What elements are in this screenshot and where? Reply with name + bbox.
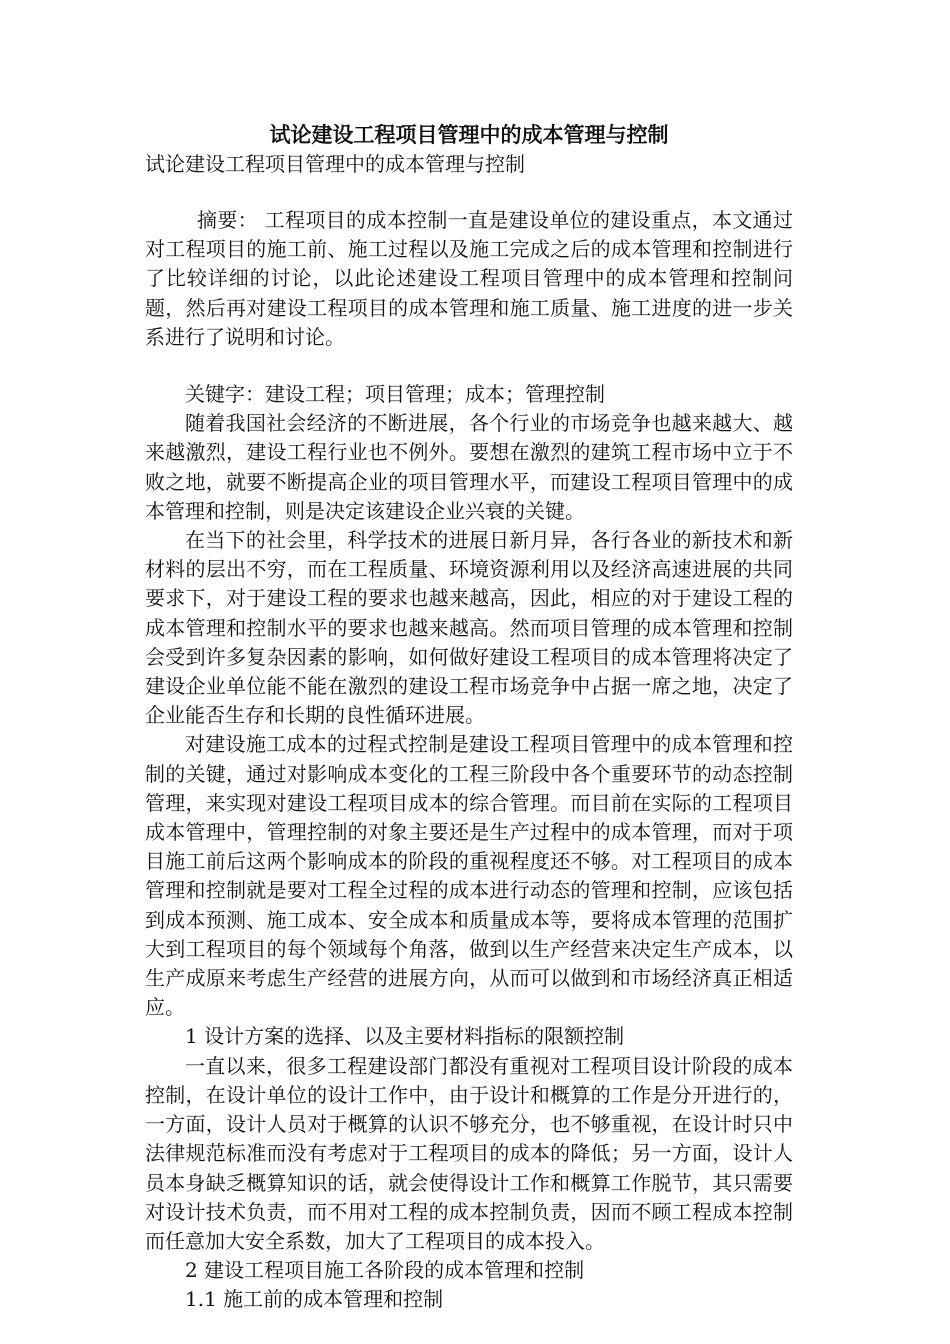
document-subtitle: 试论建设工程项目管理中的成本管理与控制 bbox=[145, 152, 525, 176]
body-paragraph: 一直以来，很多工程建设部门都没有重视对工程项目设计阶段的成本控制，在设计单位的设计工作中，由于设计和概算的工作是分开进行的，一方面，设计人员对于概算的认识不够充分，也不够重视，在设计时只中法律规范标准而没有考虑对于工程项目的成本的降低；另一方面，设计人员本身缺乏概算知识的话，就会使得设计工作和概算工作脱节，其只需要对设计技术负责，而不用对工程的成本控制负责，因而不顾工程成本控制而任意加大安全系数，加大了工程项目的成本投入。 bbox=[145, 1053, 793, 1253]
body-paragraph: 随着我国社会经济的不断进展，各个行业的市场竞争也越来越大、越来越激烈，建设工程行业也不例外。要想在激烈的建筑工程市场中立于不败之地，就要不断提高企业的项目管理水平，而建设工程项目管理中的成本管理和控制，则是决定该建设企业兴衰的关键。 bbox=[145, 411, 793, 523]
keywords-line: 关键字：建设工程；项目管理；成本；管理控制 bbox=[185, 382, 605, 407]
body-paragraph: 在当下的社会里，科学技术的进展日新月异，各行各业的新技术和新材料的层出不穷，而在工程质量、环境资源利用以及经济高速进展的共同要求下，对于建设工程的要求也越来越高，因此，相应的对于建设工程的成本管理和控制水平的要求也越来越高。然而项目管理的成本管理和控制会受到许多复杂因素的影响，如何做好建设工程项目的成本管理将决定了建设企业单位能不能在激烈的建设工程市场竞争中占据一席之地，决定了企业能否生存和长期的良性循环进展。 bbox=[145, 528, 793, 728]
document-title: 试论建设工程项目管理中的成本管理与控制 bbox=[269, 122, 669, 147]
blank-line bbox=[145, 352, 793, 380]
blank-line bbox=[145, 178, 793, 206]
section-heading-1: 1 设计方案的选择、以及主要材料指标的限额控制 bbox=[185, 1024, 625, 1049]
subsection-heading-1-1: 1.1 施工前的成本管理和控制 bbox=[185, 1287, 444, 1312]
body-paragraph: 对建设施工成本的过程式控制是建设工程项目管理中的成本管理和控制的关键，通过对影响成本变化的工程三阶段中各个重要环节的动态控制管理，来实现对建设工程项目成本的综合管理。而目前在实际的工程项目成本管理中，管理控制的对象主要还是生产过程中的成本管理，而对于项目施工前后这两个影响成本的阶段的重视程度还不够。对工程项目的成本管理和控制就是要对工程全过程的成本进行动态的管理和控制，应该包括到成本预测、施工成本、安全成本和质量成本等，要将成本管理的范围扩大到工程项目的每个领域每个角落，做到以生产经营来决定生产成本，以生产成原来考虑生产经营的进展方向，从而可以做到和市场经济真正相适应。 bbox=[145, 732, 793, 1020]
abstract-paragraph: 摘要： 工程项目的成本控制一直是建设单位的建设重点，本文通过对工程项目的施工前、施工过程以及施工完成之后的成本管理和控制进行了比较详细的讨论，以此论述建设工程项目管理中的成本管理和控制问题，然后再对建设工程项目的成本管理和施工质量、施工进度的进一步关系进行了说明和讨论。 bbox=[145, 208, 793, 349]
section-heading-2: 2 建设工程项目施工各阶段的成本管理和控制 bbox=[185, 1258, 585, 1283]
document-page bbox=[145, 120, 793, 1315]
